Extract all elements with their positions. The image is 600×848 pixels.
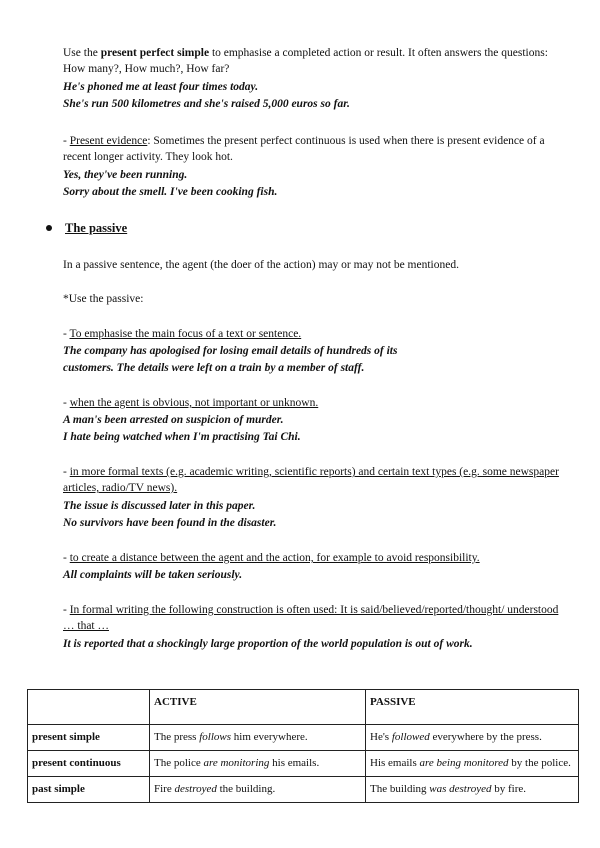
- table-row: [28, 751, 579, 777]
- present-evidence-label: Present evidence: [69, 135, 148, 147]
- example-sentence: I hate being watched when I'm practising Tai Chi.: [63, 431, 301, 443]
- dash: -: [63, 466, 70, 478]
- active-cell: The press follows him everywhere.: [150, 725, 366, 751]
- passive-intro: In a passive sentence, the agent (the doer of the action) may or may not be mentioned.: [63, 259, 459, 271]
- example-sentence: customers. The details were left on a train by a member of staff.: [63, 362, 365, 374]
- table-row: [28, 725, 579, 751]
- passive-use-rule: [63, 602, 568, 634]
- passive-use-rule: [63, 464, 568, 496]
- verb-form: was destroyed: [429, 783, 492, 795]
- verb-form: destroyed: [174, 783, 217, 795]
- section-heading: [46, 220, 127, 236]
- table-header-cell: [28, 690, 150, 725]
- example-sentence: A man's been arrested on suspicion of murder.: [63, 414, 284, 426]
- rule-text: In formal writing the following construction is often used: It is said/believed/reported/thought/ understood … that …: [63, 604, 559, 632]
- active-cell: The police are monitoring his emails.: [150, 751, 366, 777]
- dash: -: [63, 135, 70, 147]
- present-evidence-text: : Sometimes the present perfect continuous is used when there is present evidence of a recent longer activity. They look hot.: [63, 135, 545, 163]
- dash: -: [63, 328, 70, 340]
- table-header-cell: PASSIVE: [366, 690, 579, 725]
- section-heading-text: The passive: [65, 221, 128, 235]
- verb-form: are being monitored: [419, 757, 509, 769]
- active-passive-table: [27, 689, 579, 803]
- verb-form: followed: [391, 731, 430, 743]
- intro-text-pre: Use the: [63, 47, 101, 59]
- rule-text: when the agent is obvious, not important or unknown.: [69, 397, 319, 409]
- intro-bold-term: present perfect simple: [100, 47, 210, 59]
- verb-form: follows: [199, 731, 232, 743]
- dash: -: [63, 604, 70, 616]
- rule-text: To emphasise the main focus of a text or sentence.: [69, 328, 302, 340]
- present-evidence-explanation: [63, 133, 568, 165]
- example-sentence: No survivors have been found in the disaster.: [63, 517, 277, 529]
- active-cell: Fire destroyed the building.: [150, 777, 366, 803]
- rule-text: in more formal texts (e.g. academic writing, scientific reports) and certain text types (e.g. some newspaper articles, radio/TV news).: [63, 466, 559, 494]
- passive-cell: The building was destroyed by fire.: [366, 777, 579, 803]
- passive-use-rule: [63, 395, 568, 411]
- table-header-cell: ACTIVE: [150, 690, 366, 725]
- example-sentence: All complaints will be taken seriously.: [63, 569, 243, 581]
- tense-label: present simple: [28, 725, 150, 751]
- example-sentence: The company has apologised for losing email details of hundreds of its: [63, 345, 398, 357]
- tense-label: present continuous: [28, 751, 150, 777]
- present-perfect-simple-explanation: [63, 45, 568, 77]
- table-header-row: [28, 690, 579, 725]
- passive-use-rule: [63, 326, 568, 342]
- example-sentence: Yes, they've been running.: [63, 169, 188, 181]
- tense-label: past simple: [28, 777, 150, 803]
- table-row: [28, 777, 579, 803]
- intro-text-post: to emphasise a completed action or result. It often answers the questions: How many?, How much?, How far?: [63, 47, 548, 75]
- example-sentence: Sorry about the smell. I've been cooking fish.: [63, 186, 278, 198]
- passive-use-rule: [63, 550, 568, 566]
- bullet-icon: [46, 225, 52, 231]
- passive-cell: He's followed everywhere by the press.: [366, 725, 579, 751]
- passive-cell: His emails are being monitored by the police.: [366, 751, 579, 777]
- dash: -: [63, 397, 70, 409]
- example-sentence: He's phoned me at least four times today.: [63, 81, 259, 93]
- example-sentence: She's run 500 kilometres and she's raised 5,000 euros so far.: [63, 98, 350, 110]
- passive-use-label: *Use the passive:: [63, 293, 144, 305]
- example-sentence: It is reported that a shockingly large proportion of the world population is out of work.: [63, 638, 473, 650]
- verb-form: are monitoring: [203, 757, 270, 769]
- example-sentence: The issue is discussed later in this paper.: [63, 500, 256, 512]
- rule-text: to create a distance between the agent and the action, for example to avoid responsibility.: [69, 552, 480, 564]
- dash: -: [63, 552, 70, 564]
